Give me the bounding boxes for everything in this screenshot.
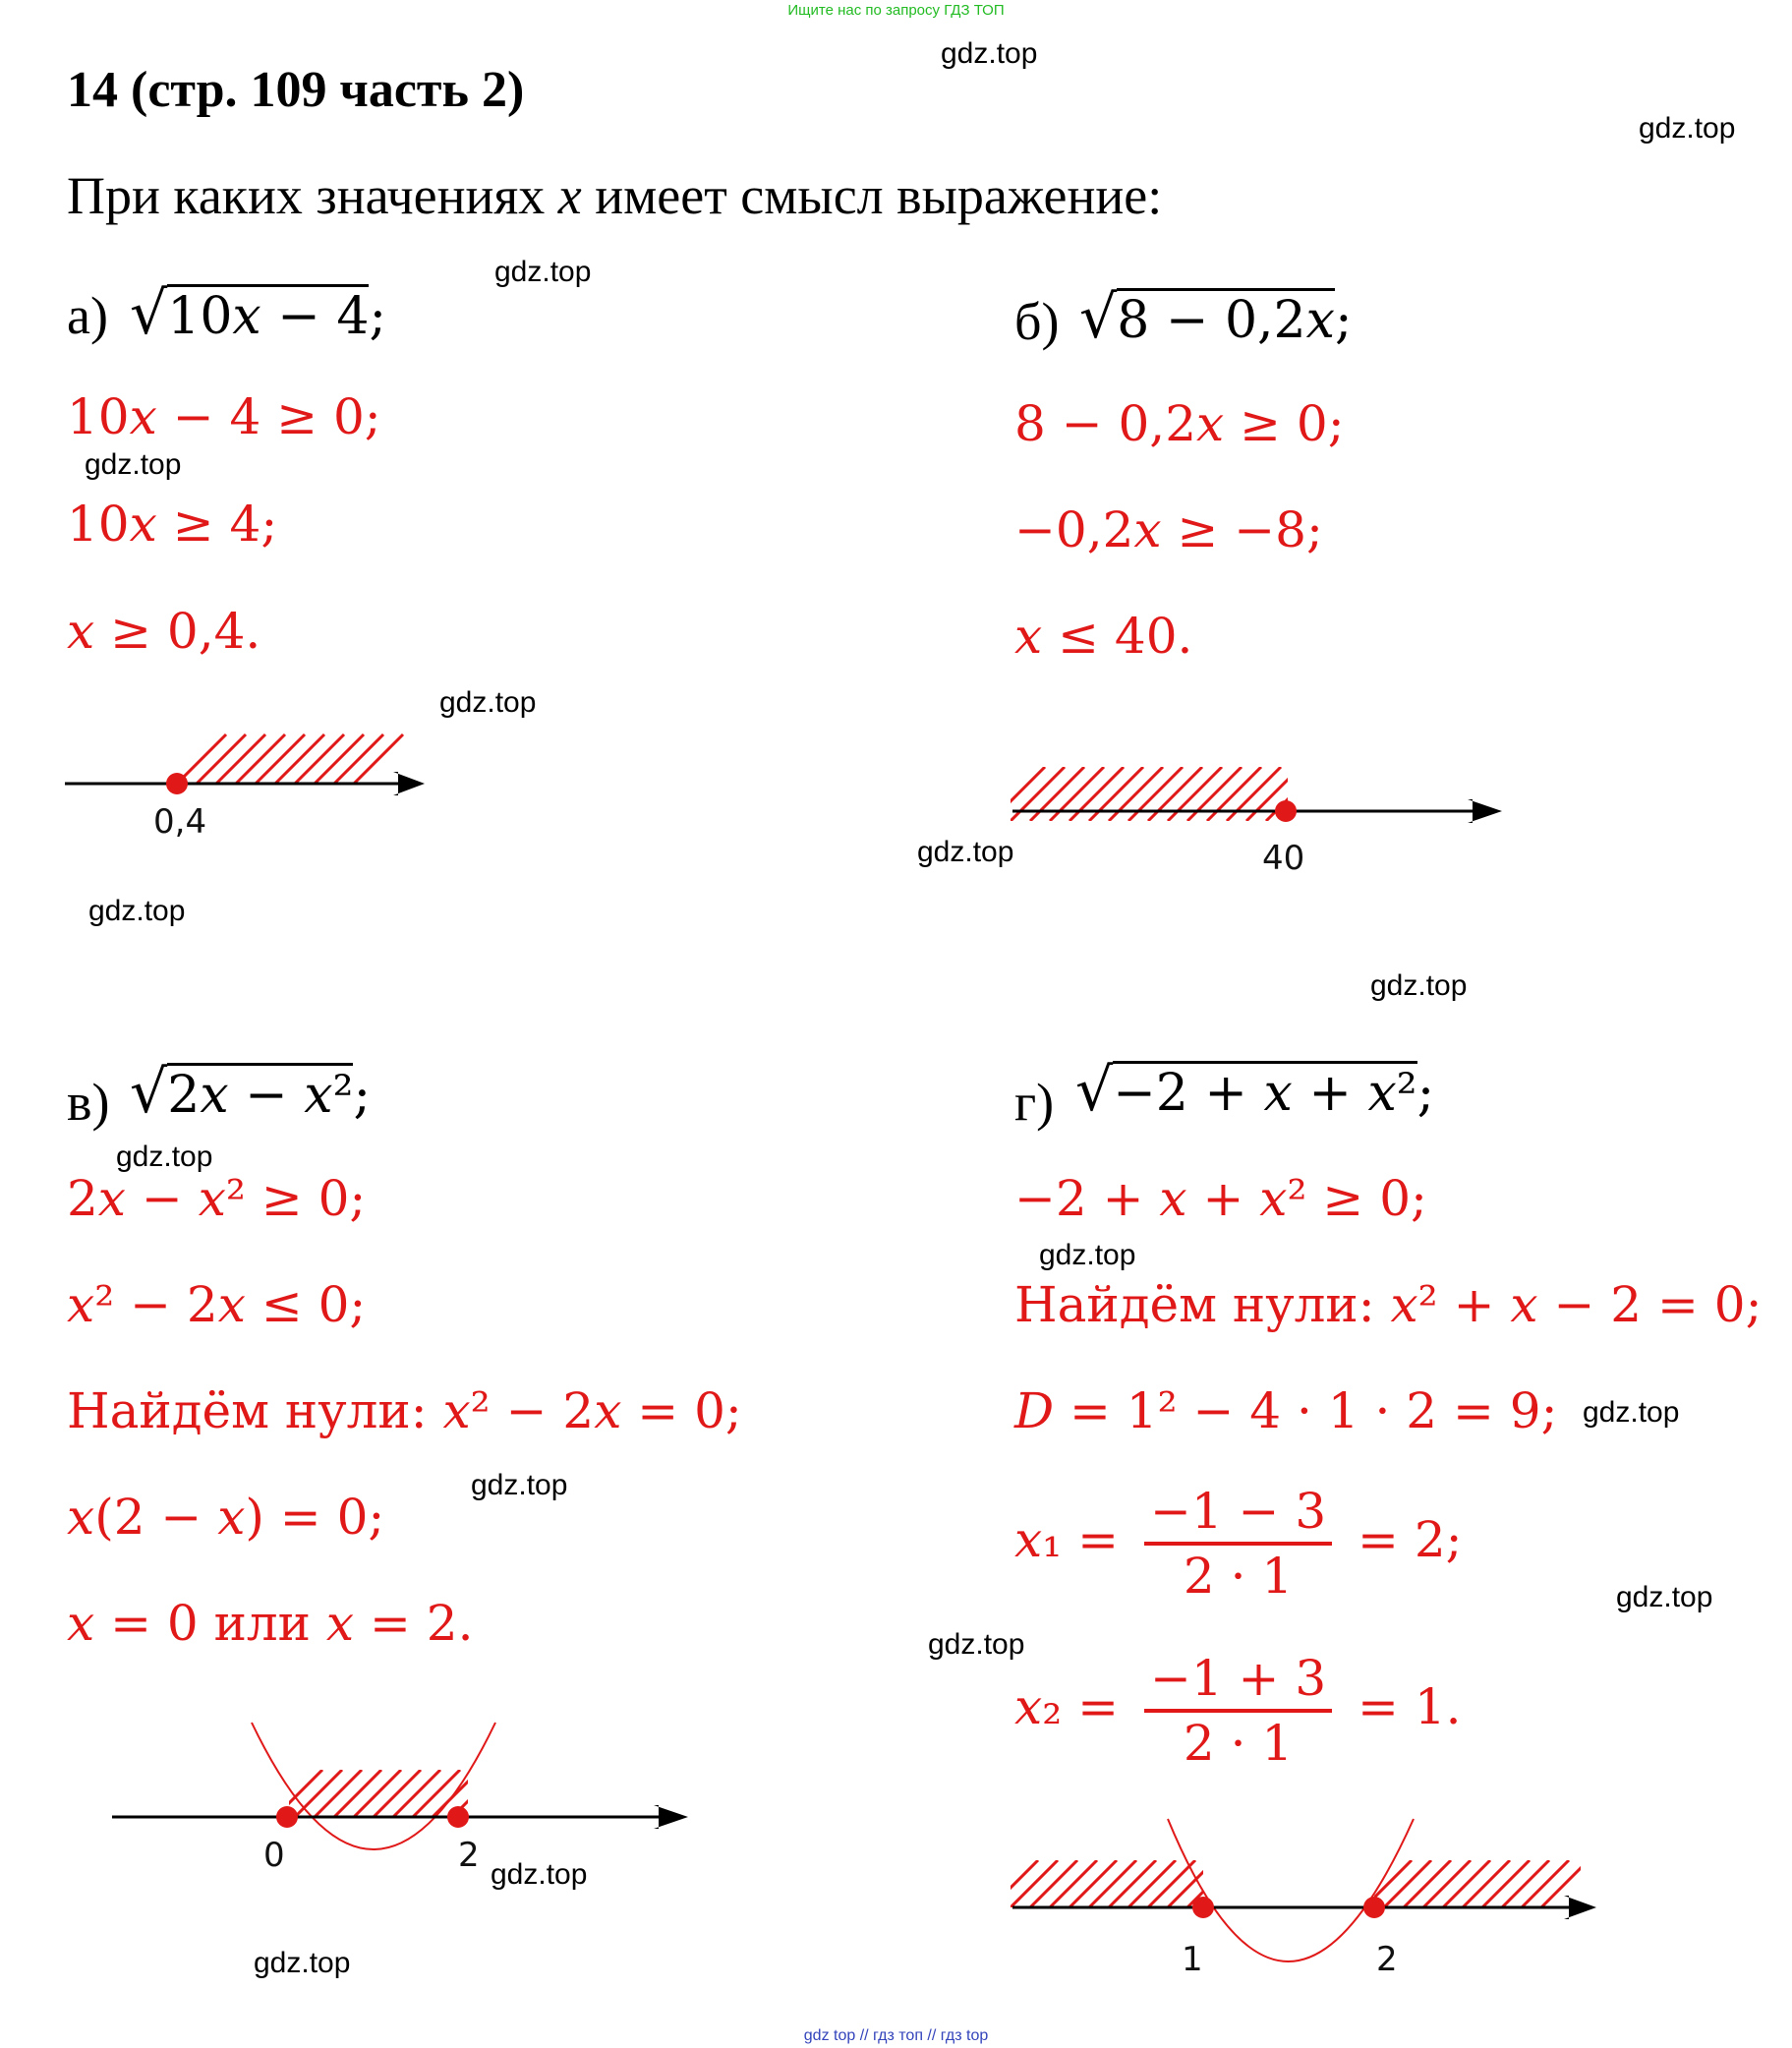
parabola (252, 1723, 495, 1849)
part-v-step: Найдём нули: 𝑥² − 2𝑥 = 0; (67, 1382, 742, 1439)
tick-label: 2 (458, 1836, 480, 1875)
tick-label: 0 (263, 1836, 285, 1875)
watermark: gdz.top (1370, 969, 1468, 1002)
watermark: gdz.top (471, 1469, 568, 1501)
part-v-step: 𝑥² − 2𝑥 ≤ 0; (67, 1276, 367, 1333)
watermark: gdz.top (85, 448, 182, 481)
page-title: 14 (стр. 109 часть 2) (67, 62, 525, 118)
part-a-number-line (59, 723, 413, 850)
axis-arrow (1468, 799, 1502, 823)
shaded-region (177, 734, 403, 784)
watermark: gdz.top (941, 37, 1038, 70)
part-a-step: 𝑥 ≥ 0,4. (67, 603, 261, 660)
part-v-step: 𝑥 = 0 или 𝑥 = 2. (67, 1595, 474, 1652)
part-a-expression: √10𝑥 − 4; (130, 279, 386, 348)
axis-arrow (654, 1805, 688, 1829)
part-v-step: 2𝑥 − 𝑥² ≥ 0; (67, 1170, 367, 1227)
bottom-banner: gdz top // гдз топ // гдз top (803, 2027, 989, 2044)
part-g-step: 𝐷 = 1² − 4 · 1 · 2 = 9; (1014, 1382, 1558, 1439)
root-point (1192, 1897, 1214, 1918)
tick-label: 1 (1182, 1940, 1203, 1979)
part-g-expression: √−2 + 𝑥 + 𝑥²; (1075, 1056, 1435, 1125)
watermark: gdz.top (494, 256, 592, 288)
part-g-step: Найдём нули: 𝑥² + 𝑥 − 2 = 0; (1014, 1276, 1763, 1333)
part-g-label: г) (1014, 1073, 1055, 1132)
fraction: $\frac{-1 - 3}{2 \cdot 1}$ (1144, 1483, 1332, 1605)
part-g-root-x2: 𝑥₂ = $\frac{-1 + 3}{2 \cdot 1}$ = 1. (1014, 1650, 1462, 1772)
part-g-root-x1: 𝑥₁ = $\frac{-1 - 3}{2 \cdot 1}$ = 2; (1014, 1483, 1463, 1605)
tick-label: 40 (1262, 839, 1305, 878)
watermark: gdz.top (928, 1628, 1025, 1661)
part-b-expression: √8 − 0,2𝑥; (1079, 283, 1353, 352)
tick-label: 0,4 (153, 802, 207, 842)
watermark: gdz.top (439, 686, 537, 719)
root-point (166, 773, 188, 794)
fraction: $\frac{-1 + 3}{2 \cdot 1}$ (1144, 1650, 1332, 1772)
root-point (447, 1806, 469, 1828)
watermark: gdz.top (88, 895, 186, 927)
part-a-label: а) (67, 286, 108, 345)
part-a-step: 10𝑥 ≥ 4; (67, 496, 278, 553)
shaded-region (1364, 1860, 1589, 1907)
part-g-number-line (1011, 1809, 1600, 2006)
part-v-label: в) (67, 1073, 110, 1132)
root-point (1363, 1897, 1385, 1918)
question-text: При каких значениях x имеет смысл выражение: (67, 166, 1163, 225)
watermark: gdz.top (254, 1947, 351, 1979)
part-a-step: 10𝑥 − 4 ≥ 0; (67, 388, 381, 445)
watermark: gdz.top (116, 1141, 213, 1173)
watermark: gdz.top (491, 1858, 588, 1891)
watermark: gdz.top (917, 836, 1014, 868)
part-g-step: −2 + 𝑥 + 𝑥² ≥ 0; (1014, 1170, 1427, 1227)
shaded-region (991, 767, 1320, 821)
part-b-step: −0,2𝑥 ≥ −8; (1014, 501, 1323, 558)
watermark: gdz.top (1639, 112, 1736, 145)
watermark: gdz.top (1616, 1581, 1713, 1613)
part-b-step: 8 − 0,2𝑥 ≥ 0; (1014, 395, 1345, 452)
top-banner: Ищите нас по запросу ГДЗ ТОП (787, 2, 1005, 19)
watermark: gdz.top (1583, 1396, 1680, 1429)
tick-label: 2 (1376, 1940, 1398, 1979)
root-point (276, 1806, 298, 1828)
part-b-label: б) (1014, 292, 1060, 351)
part-v-number-line (108, 1711, 698, 1917)
part-v-step: 𝑥(2 − 𝑥) = 0; (67, 1489, 385, 1546)
root-point (1275, 800, 1297, 822)
part-b-step: 𝑥 ≤ 40. (1014, 608, 1193, 665)
watermark: gdz.top (1039, 1239, 1136, 1271)
part-v-expression: √2𝑥 − 𝑥²; (130, 1058, 371, 1127)
part-b-number-line (1011, 757, 1522, 905)
